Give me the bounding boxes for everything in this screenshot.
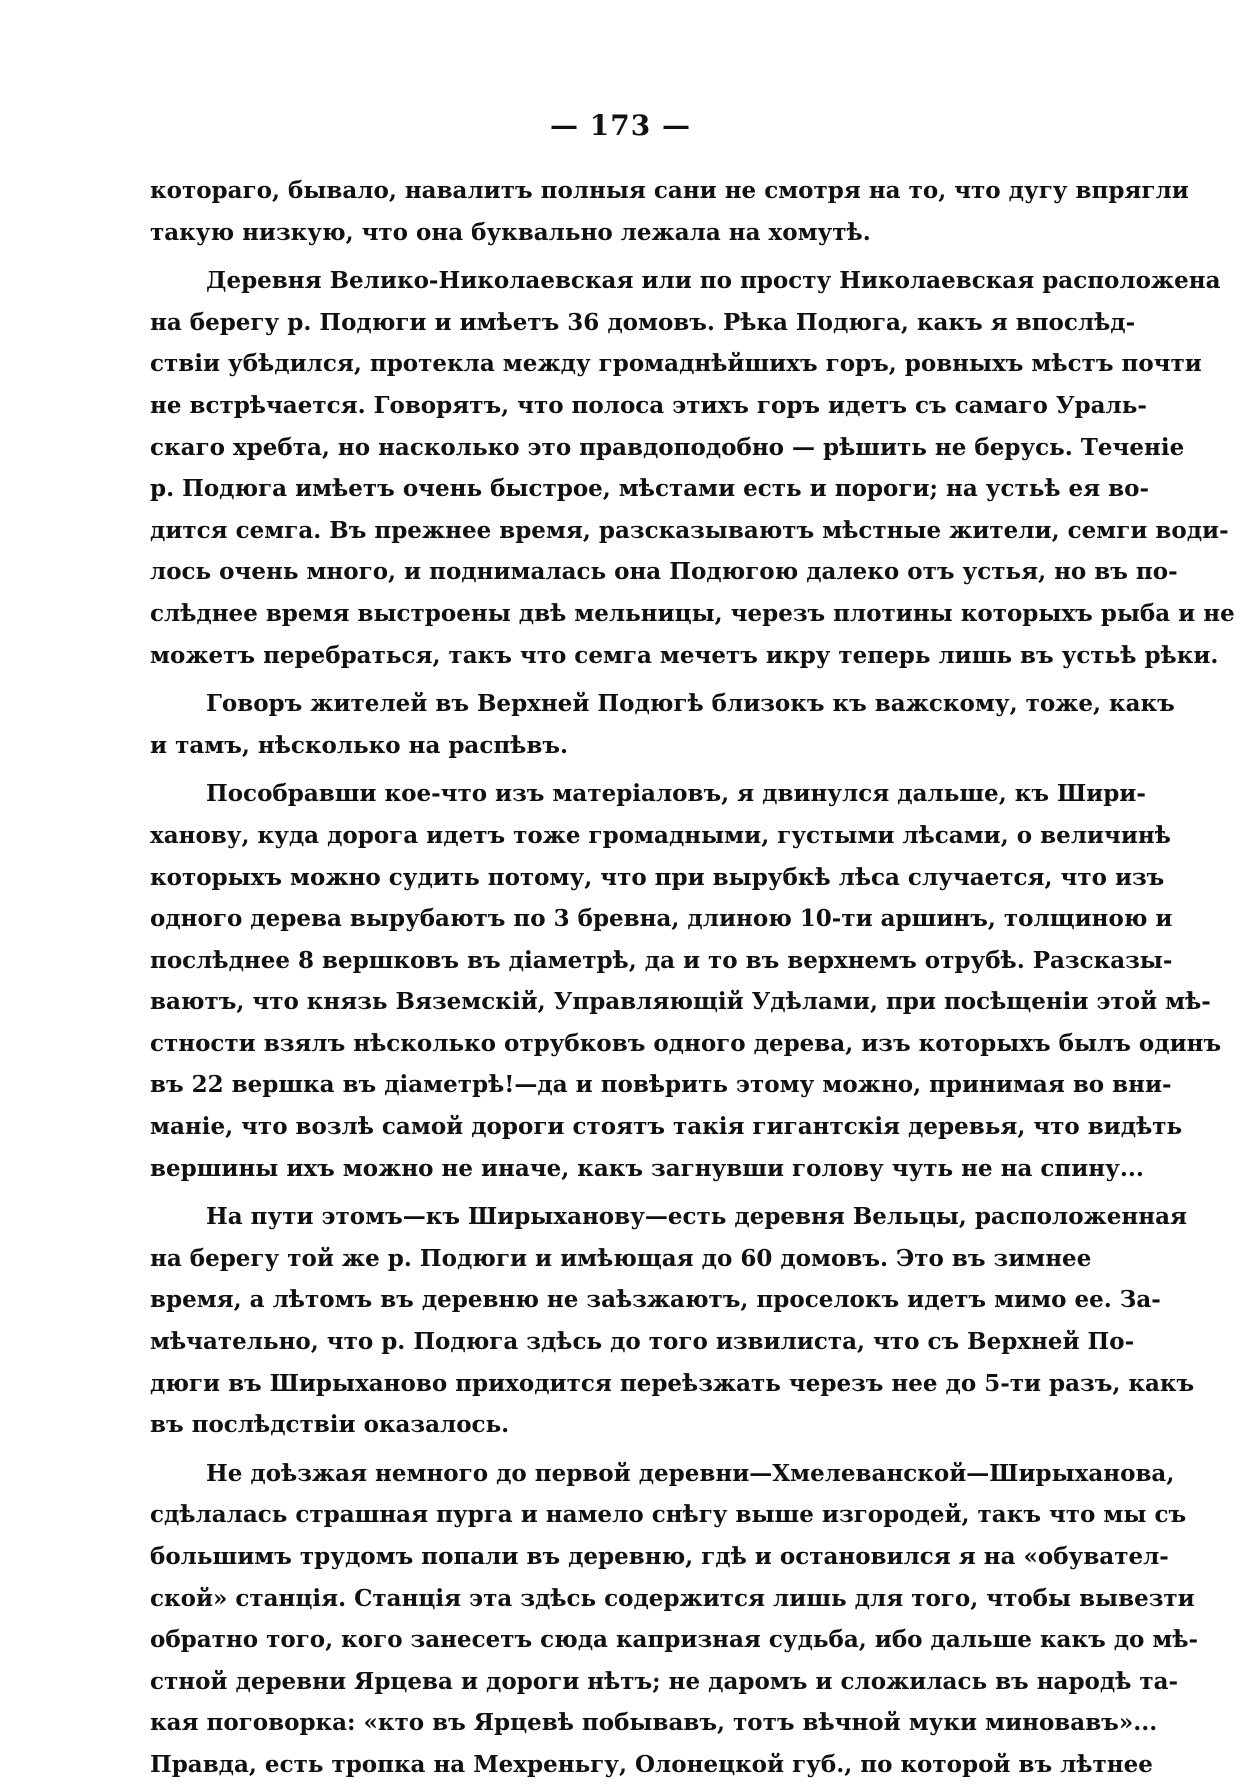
text-line: вершины ихъ можно не иначе, какъ загнувши голову чуть не на спину... bbox=[150, 1154, 1144, 1182]
paragraph bbox=[150, 773, 1222, 1189]
text-line: въ 22 вершка въ діаметрѣ!—да и повѣрить этому можно, принимая во вни- bbox=[150, 1071, 1172, 1099]
text-line: не встрѣчается. Говорятъ, что полоса этихъ горъ идетъ съ самаго Ураль- bbox=[150, 391, 1147, 419]
text-line: ханову, куда дорога идетъ тоже громадными, густыми лѣсами, о величинѣ bbox=[150, 821, 1171, 849]
paragraph bbox=[150, 683, 1175, 766]
page-number: — 173 — bbox=[550, 109, 691, 142]
text-line: ской» станція. Станція эта здѣсь содержится лишь для того, чтобы вывезти bbox=[150, 1584, 1195, 1612]
text-line: которыхъ можно судить потому, что при вырубкѣ лѣса случается, что изъ bbox=[150, 863, 1165, 891]
text-line: Говоръ жителей въ Верхней Подюгѣ близокъ къ важскому, тоже, какъ bbox=[206, 690, 1175, 718]
text-line: можетъ перебраться, такъ что семга мечетъ икру теперь лишь въ устьѣ рѣки. bbox=[150, 641, 1219, 669]
text-line: На пути этомъ—къ Ширыханову—есть деревня Вельцы, расположенная bbox=[206, 1203, 1187, 1231]
paragraph bbox=[150, 1453, 1199, 1786]
text-line: дюги въ Ширыханово приходится переѣзжать черезъ нее до 5-ти разъ, какъ bbox=[150, 1369, 1195, 1397]
text-line: котораго, бывало, навалитъ полныя сани не смотря на то, что дугу впрягли bbox=[150, 177, 1189, 204]
text-line: скаго хребта, но насколько это правдоподобно — рѣшить не берусь. Теченіе bbox=[150, 433, 1185, 461]
text-line: одного дерева вырубаютъ по 3 бревна, длиною 10-ти аршинъ, толщиною и bbox=[150, 905, 1173, 933]
paragraph bbox=[150, 170, 1189, 253]
text-line: обратно того, кого занесетъ сюда капризная судьба, ибо дальше какъ до мѣ- bbox=[150, 1626, 1199, 1654]
paragraph bbox=[150, 260, 1235, 676]
text-line: лось очень много, и поднималась она Подюгою далеко отъ устья, но въ по- bbox=[150, 558, 1178, 586]
text-line: слѣднее время выстроены двѣ мельницы, черезъ плотины которыхъ рыба и не bbox=[150, 599, 1235, 627]
text-line: большимъ трудомъ попали въ деревню, гдѣ и остановился я на «обувател- bbox=[150, 1543, 1169, 1570]
text-line: послѣднее 8 вершковъ въ діаметрѣ, да и то въ верхнемъ отрубѣ. Разсказы- bbox=[150, 946, 1173, 974]
text-line: сдѣлалась страшная пурга и намело снѣгу выше изгородей, такъ что мы съ bbox=[150, 1501, 1187, 1529]
text-line: Деревня Велико-Николаевская или по просту Николаевская расположена bbox=[206, 267, 1221, 295]
text-line: и тамъ, нѣсколько на распѣвъ. bbox=[150, 731, 568, 759]
text-line: Правда, есть тропка на Мехреньгу, Олонецкой губ., по которой въ лѣтнее bbox=[150, 1750, 1153, 1778]
text-line: Не доѣзжая немного до первой деревни—Хмелеванской—Ширыханова, bbox=[206, 1459, 1175, 1487]
text-line: маніе, что возлѣ самой дороги стоятъ такія гигантскія деревья, что видѣть bbox=[150, 1113, 1183, 1141]
text-line: кая поговорка: «кто въ Ярцевѣ побывавъ, тотъ вѣчной муки миновавъ»... bbox=[150, 1709, 1158, 1737]
text-line: стности взялъ нѣсколько отрубковъ одного дерева, изъ которыхъ былъ одинъ bbox=[150, 1029, 1222, 1057]
text-line: въ послѣдствіи оказалось. bbox=[150, 1411, 510, 1439]
text-line: р. Подюга имѣетъ очень быстрое, мѣстами есть и пороги; на устьѣ ея во- bbox=[150, 475, 1149, 503]
text-line: время, а лѣтомъ въ деревню не заѣзжаютъ, проселокъ идетъ мимо ее. За- bbox=[150, 1286, 1161, 1314]
text-line: на берегу той же р. Подюги и имѣющая до 60 домовъ. Это въ зимнее bbox=[150, 1244, 1092, 1272]
text-line: такую низкую, что она буквально лежала на хомутѣ. bbox=[150, 218, 871, 246]
text-line: Пособравши кое-что изъ матеріаловъ, я двинулся дальше, къ Шири- bbox=[206, 780, 1146, 808]
text-line: ваютъ, что князь Вяземскій, Управляющій Удѣлами, при посѣщеніи этой мѣ- bbox=[150, 988, 1211, 1016]
text-line: мѣчательно, что р. Подюга здѣсь до того извилиста, что съ Верхней По- bbox=[150, 1328, 1135, 1356]
text-line: ствіи убѣдился, протекла между громаднѣйшихъ горъ, ровныхъ мѣстъ почти bbox=[150, 350, 1202, 378]
text-body bbox=[150, 170, 1235, 1786]
text-line: дится семга. Въ прежнее время, разсказываютъ мѣстные жители, семги води- bbox=[150, 516, 1229, 544]
text-line: на берегу р. Подюги и имѣетъ 36 домовъ. Рѣка Подюга, какъ я впослѣд- bbox=[150, 308, 1136, 336]
paragraph bbox=[150, 1196, 1195, 1446]
text-line: стной деревни Ярцева и дороги нѣтъ; не даромъ и сложилась въ народѣ та- bbox=[150, 1667, 1179, 1695]
